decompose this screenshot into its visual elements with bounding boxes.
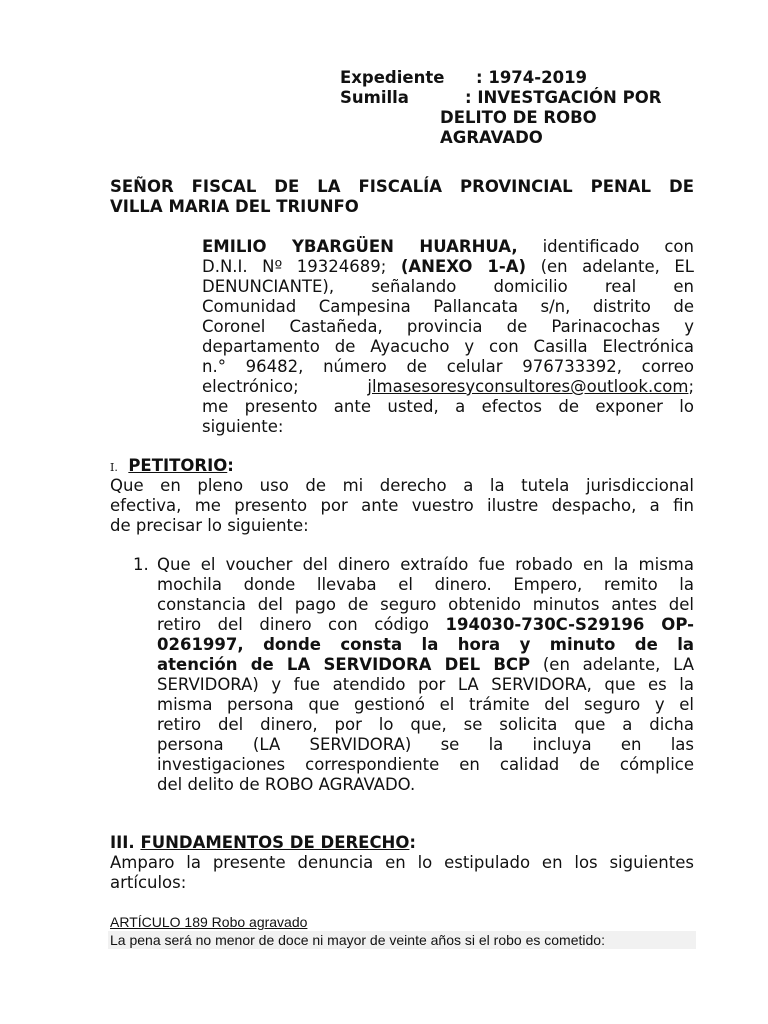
item1-line2: mochila donde llevaba el dinero. Empero, remito la <box>157 575 694 594</box>
section1-heading: I. PETITORIO: <box>110 456 234 475</box>
item1-line4: retiro del dinero con código 194030-730C-S29196 OP- <box>157 615 694 634</box>
intro-line1: EMILIO YBARGÜEN HUARHUA, identificado con <box>202 237 694 256</box>
section3-heading: III. FUNDAMENTOS DE DERECHO: <box>110 833 417 852</box>
section3-line2: artículos: <box>110 873 187 892</box>
item1-line10: persona (LA SERVIDORA) se la incluya en las <box>157 735 694 754</box>
intro-line8: electrónico; jlmasesoresyconsultores@outlook.com; <box>202 377 694 396</box>
item1-line7: SERVIDORA) y fue atendido por LA SERVIDORA, que es la <box>157 675 694 694</box>
intro-line10: siguiente: <box>202 417 284 436</box>
item1-line11: investigaciones correspondiente en calidad de cómplice <box>157 755 694 774</box>
article-text: La pena será no menor de doce ni mayor de veinte años si el robo es cometido: <box>108 931 696 949</box>
item1-body <box>157 555 694 795</box>
item1-number: 1. <box>133 555 149 574</box>
item1-line1: Que el voucher del dinero extraído fue robado en la misma <box>157 555 694 574</box>
section3-body <box>110 853 694 893</box>
intro-line6: departamento de Ayacucho y con Casilla Electrónica <box>202 337 694 356</box>
section3-numeral: III. <box>110 833 135 852</box>
section1-body <box>110 476 694 536</box>
intro-line9: me presento ante usted, a efectos de exponer lo <box>202 397 694 416</box>
denunciante-name: EMILIO YBARGÜEN HUARHUA, <box>202 237 518 256</box>
item1-line9: retiro del dinero, por lo que, se solicita que a dicha <box>157 715 694 734</box>
intro-line7: n.° 96482, número de celular 976733392, correo <box>202 357 694 376</box>
email-link[interactable]: jlmasesoresyconsultores@outlook.com <box>367 377 689 396</box>
sumilla-line3: AGRAVADO <box>440 128 543 147</box>
intro-line5: Coronel Castañeda, provincia de Parinacochas y <box>202 317 694 336</box>
expediente-label: Expediente <box>340 68 445 87</box>
expediente-value: : 1974-2019 <box>476 68 588 87</box>
section3-line1: Amparo la presente denuncia en lo estipulado en los siguientes <box>110 853 694 872</box>
section1-line1: Que en pleno uso de mi derecho a la tutela jurisdiccional <box>110 476 694 495</box>
intro-paragraph <box>202 237 694 437</box>
item1-line5: 0261997, donde consta la hora y minuto de la <box>157 635 694 654</box>
section3-title: FUNDAMENTOS DE DERECHO <box>140 833 410 852</box>
sumilla-line2: DELITO DE ROBO <box>440 108 597 127</box>
item1-line6: atención de LA SERVIDORA DEL BCP (en adelante, LA <box>157 655 694 674</box>
section1-title: PETITORIO <box>128 456 228 475</box>
item1-line12: del delito de ROBO AGRAVADO. <box>157 775 416 794</box>
section1-line2: efectiva, me presento por ante vuestro ilustre despacho, a fin <box>110 496 694 515</box>
intro-line3: DENUNCIANTE), señalando domicilio real en <box>202 277 694 296</box>
item1-line8: misma persona que gestionó el trámite del seguro y el <box>157 695 694 714</box>
article-title: ARTÍCULO 189 Robo agravado <box>110 914 308 930</box>
section1-line3: de precisar lo siguiente: <box>110 516 309 535</box>
item1-line3: constancia del pago de seguro obtenido minutos antes del <box>157 595 694 614</box>
addressee-line1: SEÑOR FISCAL DE LA FISCALÍA PROVINCIAL PENAL DE <box>110 177 694 196</box>
intro-line4: Comunidad Campesina Pallancata s/n, distrito de <box>202 297 694 316</box>
addressee-line2: VILLA MARIA DEL TRIUNFO <box>110 197 359 216</box>
intro-line2: D.N.I. Nº 19324689; (ANEXO 1-A) (en adelante, EL <box>202 257 694 276</box>
section1-numeral: I. <box>110 461 118 474</box>
sumilla-label: Sumilla <box>340 88 409 107</box>
sumilla-line1: : INVESTGACIÓN POR <box>465 88 662 107</box>
